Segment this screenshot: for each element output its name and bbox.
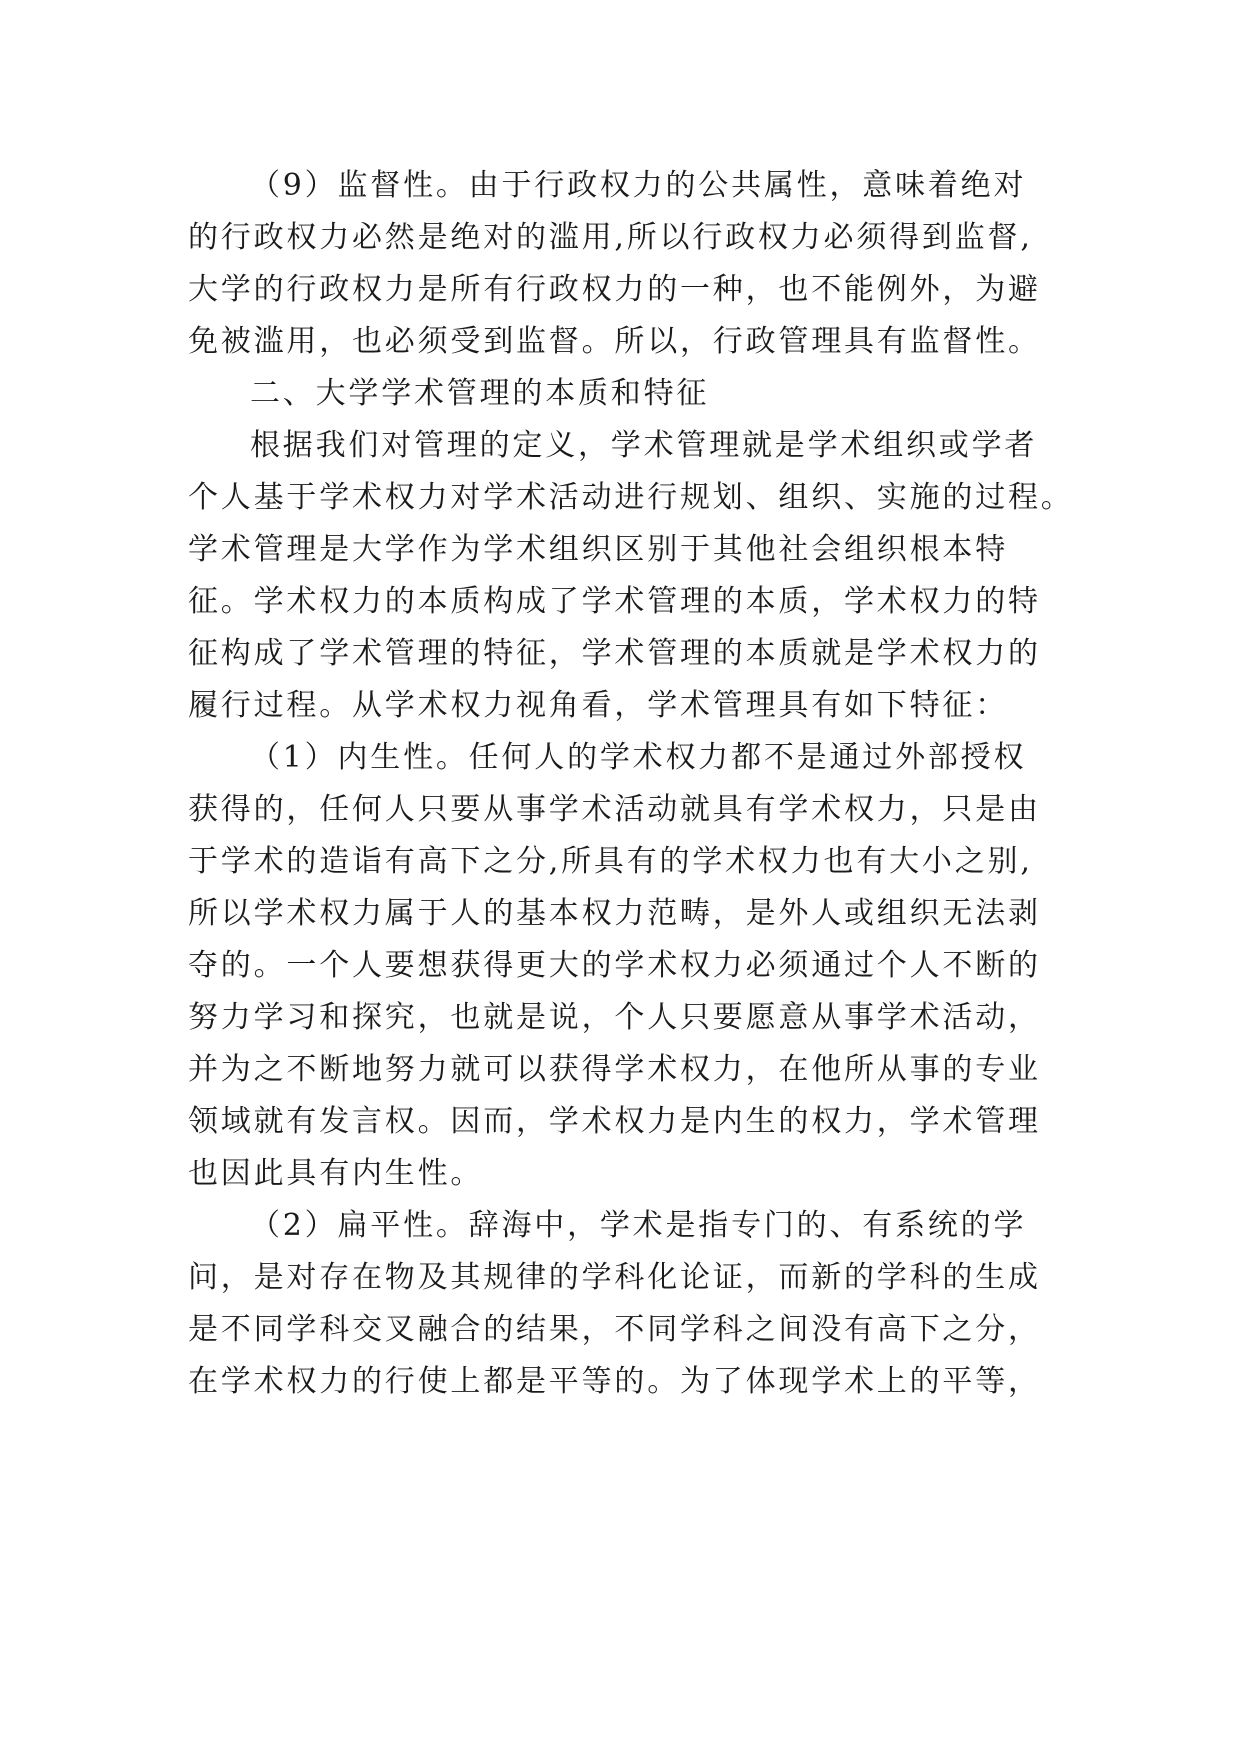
text-line: （1）内生性。任何人的学术权力都不是通过外部授权 [250, 740, 1027, 775]
text-line: 个人基于学术权力对学术活动进行规划、组织、实施的过程。 [188, 480, 1074, 515]
text-line: 免被滥用，也必须受到监督。所以，行政管理具有监督性。 [188, 324, 1041, 359]
text-line: 根据我们对管理的定义，学术管理就是学术组织或学者 [250, 428, 1038, 463]
text-line: 努力学习和探究，也就是说，个人只要愿意从事学术活动， [188, 1000, 1041, 1035]
text-line: 征构成了学术管理的特征，学术管理的本质就是学术权力的 [188, 636, 1041, 671]
text-line: 问，是对存在物及其规律的学科化论证，而新的学科的生成 [188, 1260, 1041, 1295]
text-line: 于学术的造诣有高下之分,所具有的学术权力也有大小之别, [188, 844, 1033, 879]
text-line: 的行政权力必然是绝对的滥用,所以行政权力必须得到监督, [188, 220, 1033, 255]
text-line: 是不同学科交叉融合的结果，不同学科之间没有高下之分， [188, 1312, 1041, 1347]
text-line: （9）监督性。由于行政权力的公共属性，意味着绝对 [250, 168, 1027, 203]
document-body [188, 160, 1074, 1408]
text-line: 也因此具有内生性。 [188, 1156, 484, 1191]
text-line: （2）扁平性。辞海中，学术是指专门的、有系统的学 [250, 1208, 1027, 1243]
text-line: 学术管理是大学作为学术组织区别于其他社会组织根本特 [188, 532, 1008, 567]
text-line: 所以学术权力属于人的基本权力范畴，是外人或组织无法剥 [188, 896, 1041, 931]
section-heading: 二、大学学术管理的本质和特征 [250, 376, 710, 411]
text-line: 在学术权力的行使上都是平等的。为了体现学术上的平等， [188, 1364, 1041, 1399]
text-line: 征。学术权力的本质构成了学术管理的本质，学术权力的特 [188, 584, 1041, 619]
text-line: 并为之不断地努力就可以获得学术权力，在他所从事的专业 [188, 1052, 1041, 1087]
text-line: 领域就有发言权。因而，学术权力是内生的权力，学术管理 [188, 1104, 1041, 1139]
text-line: 大学的行政权力是所有行政权力的一种，也不能例外，为避 [188, 272, 1041, 307]
text-line: 夺的。一个人要想获得更大的学术权力必须通过个人不断的 [188, 948, 1041, 983]
text-line: 获得的，任何人只要从事学术活动就具有学术权力，只是由 [188, 792, 1041, 827]
text-line: 履行过程。从学术权力视角看，学术管理具有如下特征： [188, 688, 1008, 723]
